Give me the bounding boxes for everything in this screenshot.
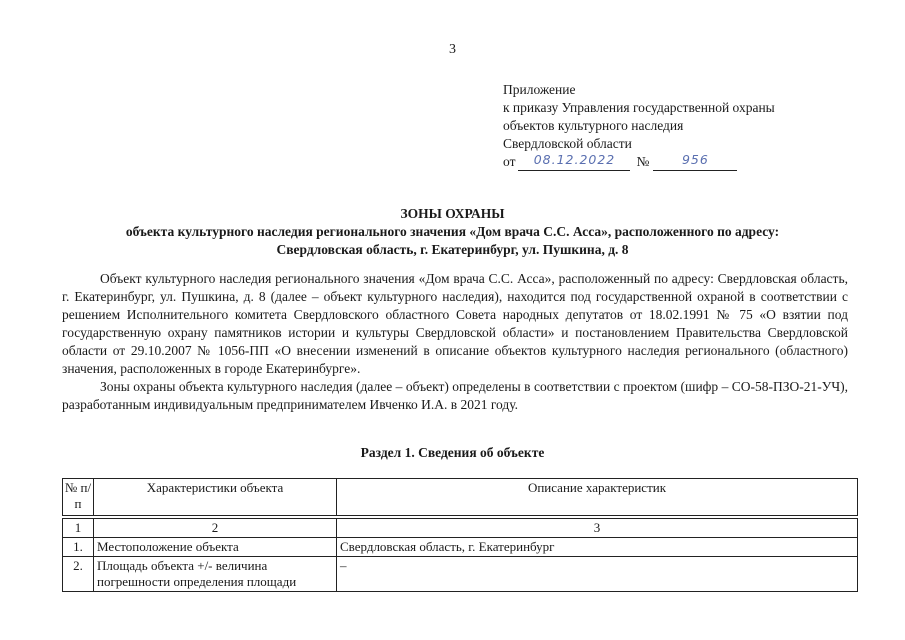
title-line-2: объекта культурного наследия регионального значения «Дом врача С.С. Асса», расположенного по адресу: [125,224,780,239]
column-number-row [63,519,858,538]
header-number: № п/п [63,479,94,516]
date-prefix: от [503,154,516,169]
title-line-1: ЗОНЫ ОХРАНЫ [400,206,505,221]
appendix-line: Приложение [503,82,576,97]
number-prefix: № [636,154,650,169]
column-number: 3 [337,519,858,538]
row-number: 1. [63,538,94,557]
header-description: Описание характеристик [337,479,858,516]
handwritten-number: 956 [681,152,709,167]
object-info-table [62,478,858,592]
row-characteristic: Местоположение объекта [94,538,337,557]
row-description: – [337,557,858,592]
row-characteristic: Площадь объекта +/- величина погрешности определения площади [94,557,337,592]
table-row [63,538,858,557]
appendix-line: Свердловской области [503,136,632,151]
appendix-line: к приказу Управления государственной охраны [503,100,775,115]
table-header-row [63,479,858,516]
column-number: 1 [63,519,94,538]
body-text [62,270,848,414]
document-title [0,205,905,259]
row-number: 2. [63,557,94,592]
section-title: Раздел 1. Сведения об объекте [360,445,545,460]
appendix-line: объектов культурного наследия [503,118,684,133]
handwritten-date: 08.12.2022 [533,152,616,167]
title-line-3: Свердловская область, г. Екатеринбург, ул. Пушкина, д. 8 [276,242,629,257]
date-field [518,154,630,171]
order-date-number [503,153,775,171]
page-number: 3 [449,42,456,57]
column-number: 2 [94,519,337,538]
header-characteristic: Характеристики объекта [94,479,337,516]
paragraph: Объект культурного наследия регионального значения «Дом врача С.С. Асса», расположенный по адресу: Свердловская область, г. Екатеринбург, ул. Пушкина, д. 8 (далее – объект культурного наследия), находится под государственной охраной в соответствии с решением Исполнительного комитета Свердловского областного Совета народных депутатов от 18.02.1991 № 75 «О взятии под государственную охрану памятников истории и культуры Свердловской области» и постановлением Правительства Свердловской области от 29.10.2007 № 1056-ПП «О внесении изменений в описание объектов культурного наследия регионального (областного) значения, расположенных в городе Екатеринбурге». [62,271,848,376]
row-description: Свердловская область, г. Екатеринбург [337,538,858,557]
number-field [653,154,737,171]
paragraph: Зоны охраны объекта культурного наследия (далее – объект) определены в соответствии с проектом (шифр – СО-58-ПЗО-21-УЧ), разработанным индивидуальным предпринимателем Ивченко И.А. в 2021 году. [62,379,848,412]
table-row [63,557,858,592]
appendix-block [503,81,775,171]
